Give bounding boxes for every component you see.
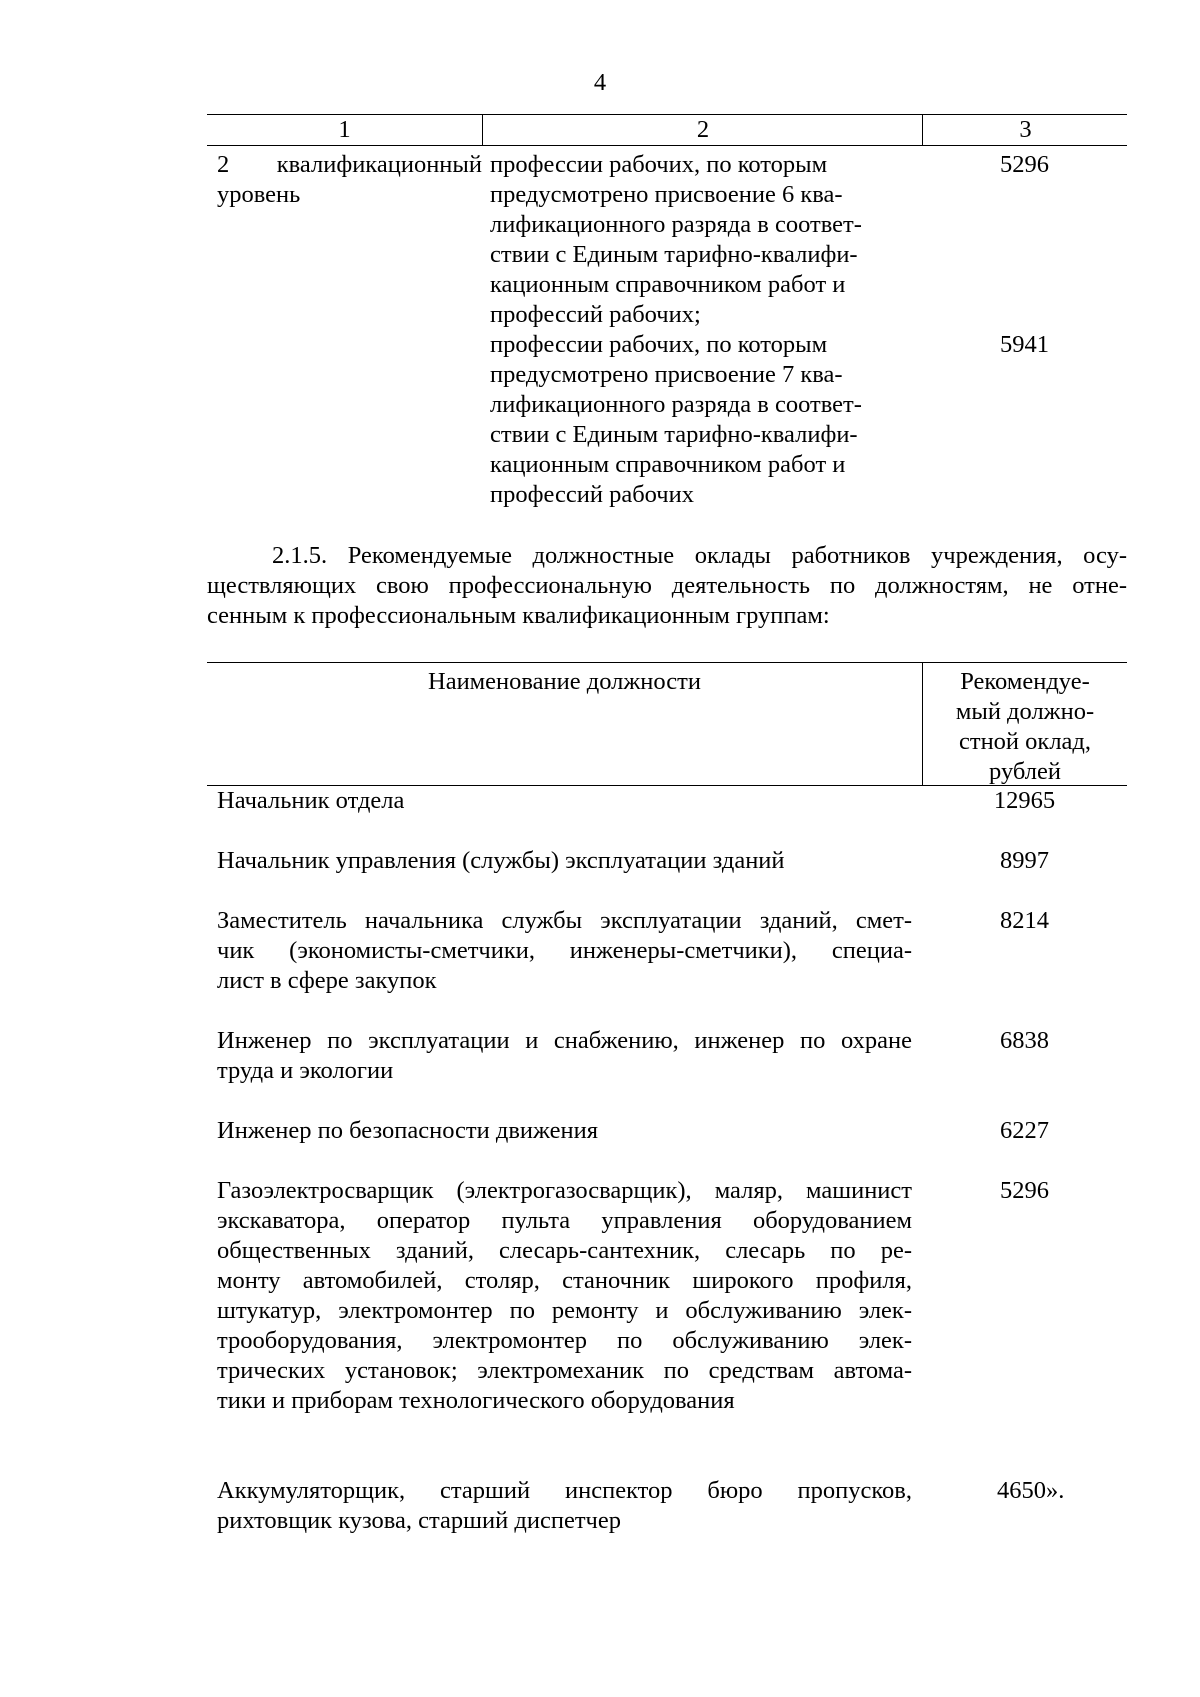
text-line: чик (экономисты-сметчики, инженеры-сметчики), специа-: [217, 937, 912, 964]
salary-value: 8214: [1000, 907, 1049, 934]
table-row: [207, 1116, 1127, 1146]
header-line: Рекомендуе-: [960, 668, 1090, 695]
text-line: лификационного разряда в соответ-: [490, 211, 862, 238]
text-line: профессии рабочих, по которым: [490, 151, 828, 178]
text-line: монту автомобилей, столяр, станочник широкого профиля,: [217, 1267, 912, 1294]
salary-header: [922, 663, 1127, 785]
salary-value: 12965: [993, 787, 1056, 814]
position-name-header: Наименование должности: [428, 668, 701, 695]
text-line: лист в сфере закупок: [217, 967, 437, 994]
text-line: кационным справочником работ и: [490, 271, 846, 298]
position-name: [217, 1116, 912, 1146]
column-header-2: 2: [482, 115, 923, 145]
table-row: [207, 146, 1127, 330]
text-line: Газоэлектросварщик (электрогазосварщик), маляр, машинист: [217, 1177, 912, 1204]
text-line: общественных зданий, слесарь-сантехник, слесарь по ре-: [217, 1237, 912, 1264]
text-line: предусмотрено присвоение 7 ква-: [490, 361, 843, 388]
header-line: рублей: [989, 758, 1061, 785]
text-line: профессий рабочих;: [490, 301, 701, 328]
page-number: 4: [593, 69, 607, 96]
header-line: стной оклад,: [958, 728, 1092, 755]
table-row: [207, 846, 1127, 876]
table-row: [207, 786, 1127, 816]
position-name: [217, 1476, 912, 1536]
table-row: [207, 1026, 1127, 1086]
profession-description: [490, 330, 912, 510]
text-line: ствии с Единым тарифно-квалифи-: [490, 421, 858, 448]
text-line: рихтовщик кузова, старший диспетчер: [217, 1507, 621, 1534]
salary-value: 6838: [1000, 1027, 1049, 1054]
text-line: трических установок; электромеханик по средствам автома-: [217, 1357, 912, 1384]
table-header-row: [207, 114, 1127, 146]
text-line: штукатур, электромонтер по ремонту и обслуживанию элек-: [217, 1297, 912, 1324]
text-line: Заместитель начальника службы эксплуатации зданий, смет-: [217, 907, 912, 934]
salary-value: 6227: [1000, 1117, 1049, 1144]
salary-value: 8997: [1000, 847, 1049, 874]
table-row: [207, 1476, 1127, 1536]
position-name: [217, 846, 912, 876]
text-line: Инженер по безопасности движения: [217, 1117, 598, 1144]
column-header-1: 1: [338, 116, 351, 143]
text-line: экскаватора, оператор пульта управления оборудованием: [217, 1207, 912, 1234]
profession-description: [490, 150, 912, 330]
header-line: мый должно-: [955, 698, 1095, 725]
column-header-3: 3: [922, 115, 1128, 145]
text-line: ществляющих свою профессиональную деятельность по должностям, не отне-: [207, 572, 1127, 599]
position-name: [217, 786, 912, 816]
text-line: Аккумуляторщик, старший инспектор бюро пропусков,: [217, 1477, 912, 1504]
salary-value: 5941: [1000, 331, 1049, 358]
salary-value: 5296: [1000, 151, 1049, 178]
text-line: кационным справочником работ и: [490, 451, 846, 478]
table-row: [207, 906, 1127, 996]
salary-value: 5296: [1000, 1177, 1049, 1204]
position-name: [217, 906, 912, 996]
table-row: [207, 1176, 1127, 1416]
text-line: Начальник отдела: [217, 787, 405, 814]
position-name: [217, 1026, 912, 1086]
qualification-table: [207, 114, 1127, 510]
qualification-level-line: 2 квалификационный: [217, 151, 482, 178]
text-line: Инженер по эксплуатации и снабжению, инженер по охране: [217, 1027, 912, 1054]
position-name: [217, 1176, 912, 1416]
text-line: лификационного разряда в соответ-: [490, 391, 862, 418]
text-line: Начальник управления (службы) эксплуатации зданий: [217, 847, 785, 874]
table-header-row: [207, 662, 1127, 786]
table-row: [207, 330, 1127, 510]
table-body: [207, 146, 1127, 510]
qualification-level-line: уровень: [217, 181, 301, 208]
text-line: сенным к профессиональным квалификационным группам:: [207, 602, 830, 629]
text-line: труда и экологии: [217, 1057, 394, 1084]
salary-value-text: 4650».: [997, 1477, 1065, 1504]
text-line: предусмотрено присвоение 6 ква-: [490, 181, 843, 208]
text-line: профессий рабочих: [490, 481, 694, 508]
text-line: 2.1.5. Рекомендуемые должностные оклады работников учреждения, осу-: [272, 542, 1127, 569]
text-line: ствии с Единым тарифно-квалифи-: [490, 241, 858, 268]
salary-table: [207, 662, 1127, 1534]
text-line: трооборудования, электромонтер по обслуживанию элек-: [217, 1327, 912, 1354]
text-line: тики и приборам технологического оборудования: [217, 1387, 735, 1414]
section-paragraph: [207, 541, 1127, 631]
text-line: профессии рабочих, по которым: [490, 331, 828, 358]
